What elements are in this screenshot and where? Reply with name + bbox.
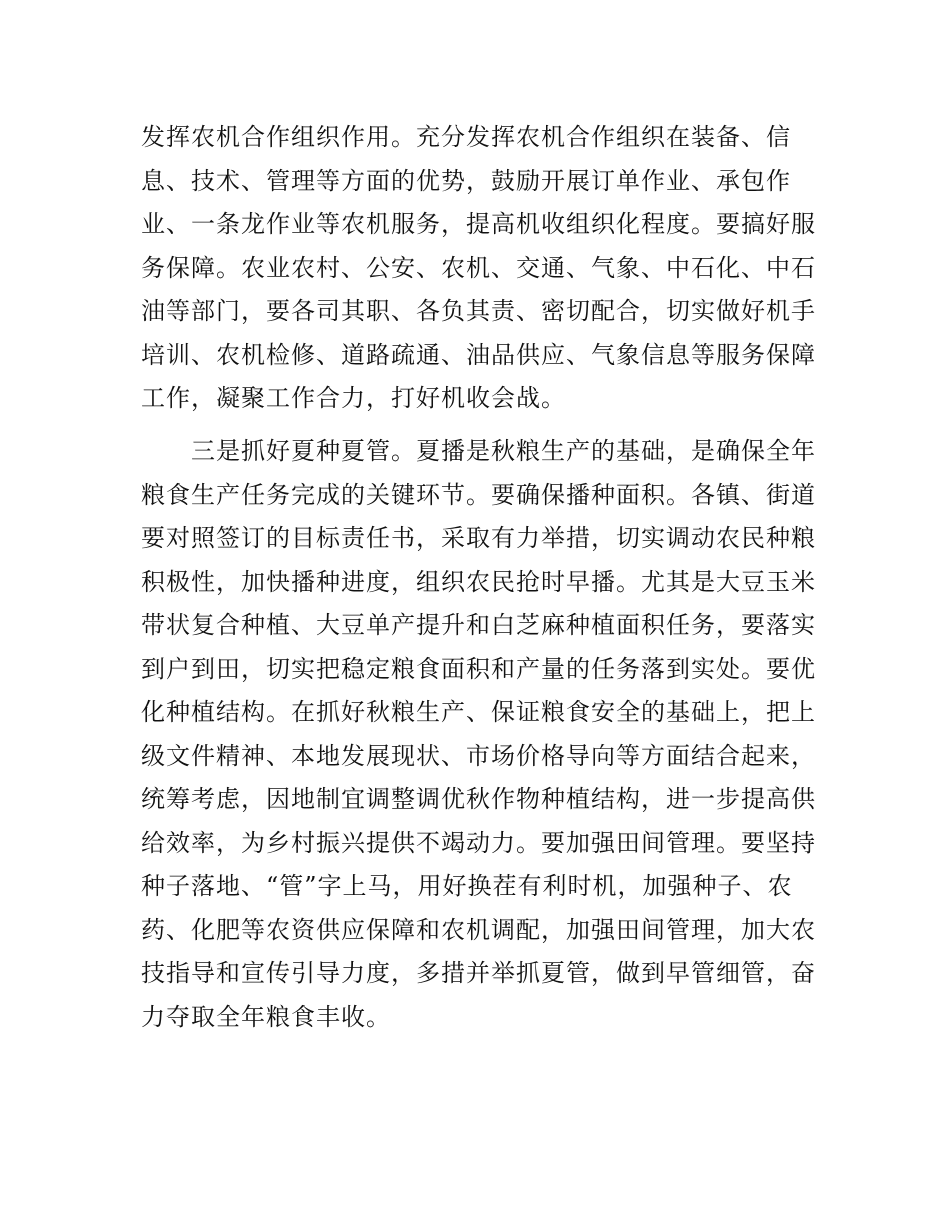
paragraph-2-line: 种子落地、“管”字上马，用好换茬有利时机，加强种子、农	[141, 872, 793, 900]
paragraph-2-line: 积极性，加快播种进度，组织农民抢时早播。尤其是大豆玉米	[141, 567, 816, 596]
paragraph-1	[141, 116, 817, 421]
paragraph-2-line: 化种植结构。在抓好秋粮生产、保证粮食安全的基础上，把上	[141, 698, 816, 726]
paragraph-1-line: 培训、农机检修、道路疏通、油品供应、气象信息等服务保障	[141, 340, 816, 369]
paragraph-2-line: 级文件精神、本地发展现状、市场价格导向等方面结合起来，	[141, 741, 816, 770]
paragraph-1-line: 息、技术、管理等方面的优势，鼓励开展订单作业、承包作	[141, 166, 791, 195]
paragraph-2-line: 要对照签订的目标责任书，采取有力举措，切实调动农民种粮	[141, 524, 816, 552]
paragraph-1-line: 发挥农机合作组织作用。充分发挥农机合作组织在装备、信	[141, 123, 791, 151]
paragraph-2-line: 到户到田，切实把稳定粮食面积和产量的任务落到实处。要优	[141, 654, 816, 683]
paragraph-2-line: 带状复合种植、大豆单产提升和白芝麻种植面积任务，要落实	[141, 611, 816, 639]
paragraph-2-line: 给效率，为乡村振兴提供不竭动力。要加强田间管理。要坚持	[141, 828, 816, 857]
paragraph-1-line: 油等部门，要各司其职、各负其责、密切配合，切实做好机手	[141, 297, 816, 325]
paragraph-2-line: 三是抓好夏种夏管。夏播是秋粮生产的基础，是确保全年	[141, 437, 816, 465]
paragraph-2-line: 技指导和宣传引导力度，多措并举抓夏管，做到早管细管，奋	[141, 959, 816, 987]
paragraph-2-line: 力夺取全年粮食丰收。	[141, 1002, 391, 1031]
paragraph-1-line: 业、一条龙作业等农机服务，提高机收组织化程度。要搞好服	[141, 210, 816, 238]
paragraph-2-line: 粮食生产任务完成的关键环节。要确保播种面积。各镇、街道	[141, 480, 816, 509]
paragraph-2-line: 药、化肥等农资供应保障和农机调配，加强田间管理，加大农	[141, 915, 816, 944]
paragraph-2-line: 统筹考虑，因地制宜调整调优秋作物种植结构，进一步提高供	[141, 785, 816, 813]
paragraph-2	[141, 430, 817, 1039]
paragraph-1-line: 务保障。农业农村、公安、农机、交通、气象、中石化、中石	[141, 253, 816, 282]
paragraph-1-line: 工作，凝聚工作合力，打好机收会战。	[141, 384, 566, 412]
